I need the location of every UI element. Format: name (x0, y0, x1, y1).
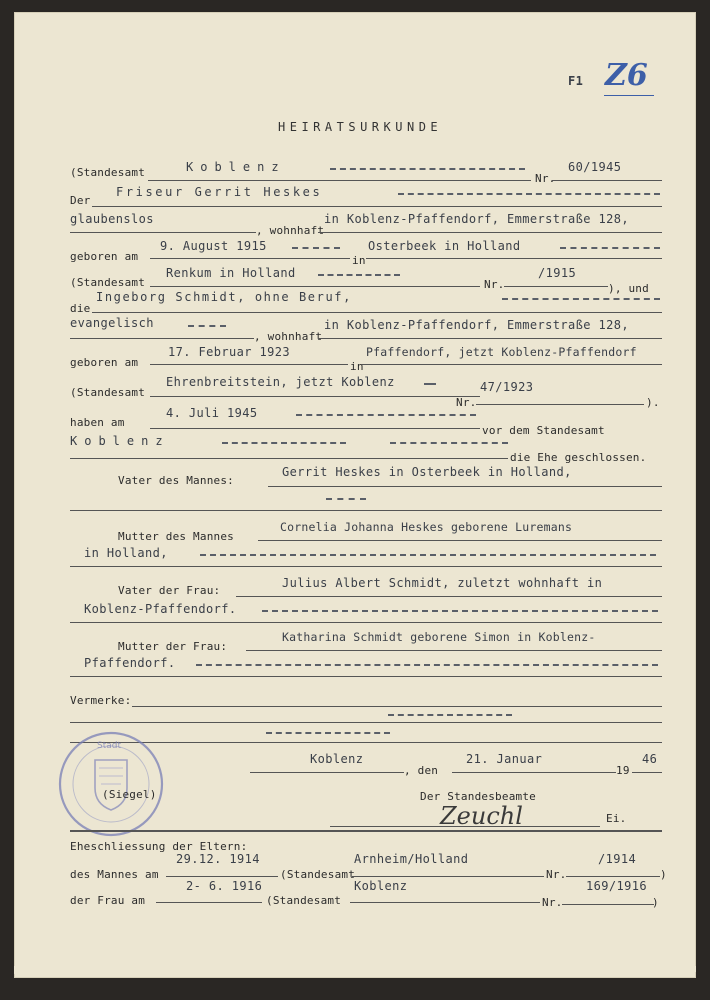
stamp-text: Stadt (97, 741, 121, 751)
field-line (352, 876, 544, 877)
in-label: in (350, 360, 364, 373)
field-line (132, 706, 662, 707)
wife-birth-place: Pfaffendorf, jetzt Koblenz-Pfaffendorf (366, 345, 637, 359)
eltern-heading: Eheschliessung der Eltern: (70, 840, 248, 853)
haben-label: haben am (70, 416, 125, 429)
torn-paper-edge (14, 966, 696, 980)
field-line (150, 428, 480, 429)
document-title: HEIRATSURKUNDE (278, 120, 443, 134)
filler-dashes (390, 442, 508, 444)
in-label: in (352, 254, 366, 267)
field-line (250, 772, 404, 773)
mutter-frau-value-1: Katharina Schmidt geborene Simon in Koblenz- (282, 630, 596, 644)
standesamt-label: (Standesamt (280, 868, 356, 881)
field-line (632, 772, 662, 773)
vater-frau-value-2: Koblenz-Pfaffendorf. (84, 602, 237, 616)
geboren-label: geboren am (70, 356, 139, 369)
wife-register-number: 47/1923 (480, 380, 534, 394)
year-suffix: 46 (642, 752, 658, 766)
nr-label: Nr. (456, 396, 477, 409)
mutter-frau-value-2: Pfaffendorf. (84, 656, 176, 670)
ehe-geschlossen-label: die Ehe geschlossen. (510, 451, 647, 464)
field-line (452, 772, 616, 773)
field-line (150, 396, 480, 397)
field-line (350, 902, 540, 903)
field-line (70, 622, 662, 623)
year-prefix: 19 (616, 764, 630, 777)
wife-birth-date: 17. Februar 1923 (168, 345, 290, 359)
field-line (268, 486, 662, 487)
filler-dashes (266, 732, 390, 734)
mann-standesamt: Arnheim/Holland (354, 852, 469, 866)
field-line (552, 180, 662, 181)
field-line (150, 364, 348, 365)
filler-dashes (262, 610, 658, 612)
filler-dashes (424, 383, 436, 385)
field-line (246, 650, 662, 651)
siegel-label: (Siegel) (102, 788, 157, 801)
geboren-label: geboren am (70, 250, 139, 263)
field-line (70, 510, 662, 511)
wife-name: Ingeborg Schmidt, ohne Beruf, (96, 290, 352, 304)
mann-register-number: /1914 (598, 852, 637, 866)
field-line (166, 876, 278, 877)
frau-am-label: der Frau am (70, 894, 146, 907)
field-line (148, 180, 531, 181)
standesamt-label: (Standesamt (70, 386, 146, 399)
field-line (150, 286, 480, 287)
field-line (366, 258, 662, 259)
field-line (566, 876, 660, 877)
mutter-mann-label: Mutter des Mannes (118, 530, 234, 543)
field-line (70, 676, 662, 677)
handwritten-number: Z6 (605, 58, 648, 93)
field-line (318, 338, 662, 339)
und-label: ), und (608, 282, 649, 295)
close-label: ). (646, 396, 660, 409)
frau-standesamt: Koblenz (354, 879, 408, 893)
official-stamp-seal (57, 730, 165, 838)
wife-religion: evangelisch (70, 316, 154, 330)
marriage-date: 4. Juli 1945 (166, 406, 258, 420)
vater-mann-label: Vater des Mannes: (118, 474, 234, 487)
vater-frau-label: Vater der Frau: (118, 584, 221, 597)
husband-name: Friseur Gerrit Heskes (116, 185, 323, 199)
filler-dashes (296, 414, 476, 416)
field-line (318, 232, 662, 233)
vor-dem-standesamt-label: vor dem Standesamt (482, 424, 605, 437)
husband-birth-date: 9. August 1915 (160, 239, 267, 253)
field-line (70, 338, 254, 339)
close-paren: ) (652, 896, 659, 909)
vater-frau-value-1: Julius Albert Schmidt, zuletzt wohnhaft in (282, 576, 603, 590)
standesamt-label: (Standesamt (70, 166, 146, 179)
register-number: 60/1945 (568, 160, 622, 174)
standesbeamte-label: Der Standesbeamte (420, 790, 536, 803)
nr-label: Nr. (546, 868, 567, 881)
field-line (476, 404, 644, 405)
field-line (562, 904, 654, 905)
filler-dashes (222, 442, 346, 444)
field-line (362, 364, 662, 365)
nr-label: Nr. (535, 172, 556, 185)
filler-dashes (188, 325, 226, 327)
die-label: die (70, 302, 91, 315)
field-line (258, 540, 662, 541)
standesamt-label: (Standesamt (70, 276, 146, 289)
field-line (70, 722, 662, 723)
field-line (92, 312, 662, 313)
issue-place: Koblenz (310, 752, 364, 766)
field-line (70, 458, 508, 459)
section-divider (70, 830, 662, 832)
wohnhaft-label: , wohnhaft (256, 224, 325, 237)
registrar-signature: Zeuchl (440, 802, 523, 830)
mutter-frau-label: Mutter der Frau: (118, 640, 228, 653)
filler-dashes (196, 664, 658, 666)
filler-dashes (292, 247, 340, 249)
close-paren: ) (660, 868, 667, 881)
field-line (156, 902, 262, 903)
mutter-mann-value-1: Cornelia Johanna Heskes geborene Luremans (280, 520, 573, 534)
husband-standesamt: Renkum in Holland (166, 266, 296, 280)
vermerke-label: Vermerke: (70, 694, 132, 707)
wife-standesamt: Ehrenbreitstein, jetzt Koblenz (166, 375, 395, 389)
der-label: Der (70, 194, 91, 207)
filler-dashes (398, 193, 660, 195)
field-line (504, 286, 608, 287)
nr-label: Nr. (542, 896, 563, 909)
standesamt-label: (Standesamt (266, 894, 342, 907)
handwritten-underline (604, 95, 654, 96)
husband-register-number: /1915 (538, 266, 577, 280)
husband-birth-place: Osterbeek in Holland (368, 239, 521, 253)
nr-label: Nr. (484, 278, 505, 291)
signature-line (330, 826, 600, 827)
mann-am-label: des Mannes am (70, 868, 159, 881)
field-line (150, 258, 350, 259)
filler-dashes (318, 274, 400, 276)
filler-dashes (560, 247, 660, 249)
filler-dashes (388, 714, 512, 716)
frau-marriage-date: 2- 6. 1916 (186, 879, 263, 893)
filler-dashes (330, 168, 525, 170)
wife-residence: in Koblenz-Pfaffendorf, Emmerstraße 128, (324, 318, 629, 332)
marriage-place: Koblenz (70, 434, 170, 448)
filler-dashes (200, 554, 656, 556)
field-line (92, 206, 662, 207)
field-line (236, 596, 662, 597)
signature-suffix: Ei. (606, 812, 627, 825)
vater-mann-value: Gerrit Heskes in Osterbeek in Holland, (282, 465, 572, 479)
den-label: , den (404, 764, 439, 777)
form-code: F1 (568, 74, 584, 88)
filler-dashes (326, 498, 366, 500)
wohnhaft-label: , wohnhaft (254, 330, 323, 343)
mann-marriage-date: 29.12. 1914 (176, 852, 260, 866)
husband-residence: in Koblenz-Pfaffendorf, Emmerstraße 128, (324, 212, 629, 226)
husband-religion: glaubenslos (70, 212, 154, 226)
frau-register-number: 169/1916 (586, 879, 647, 893)
filler-dashes (502, 298, 660, 300)
field-line (70, 566, 662, 567)
standesamt-value: Koblenz (186, 160, 286, 174)
field-line (70, 232, 256, 233)
issue-date: 21. Januar (466, 752, 543, 766)
mutter-mann-value-2: in Holland, (84, 546, 168, 560)
